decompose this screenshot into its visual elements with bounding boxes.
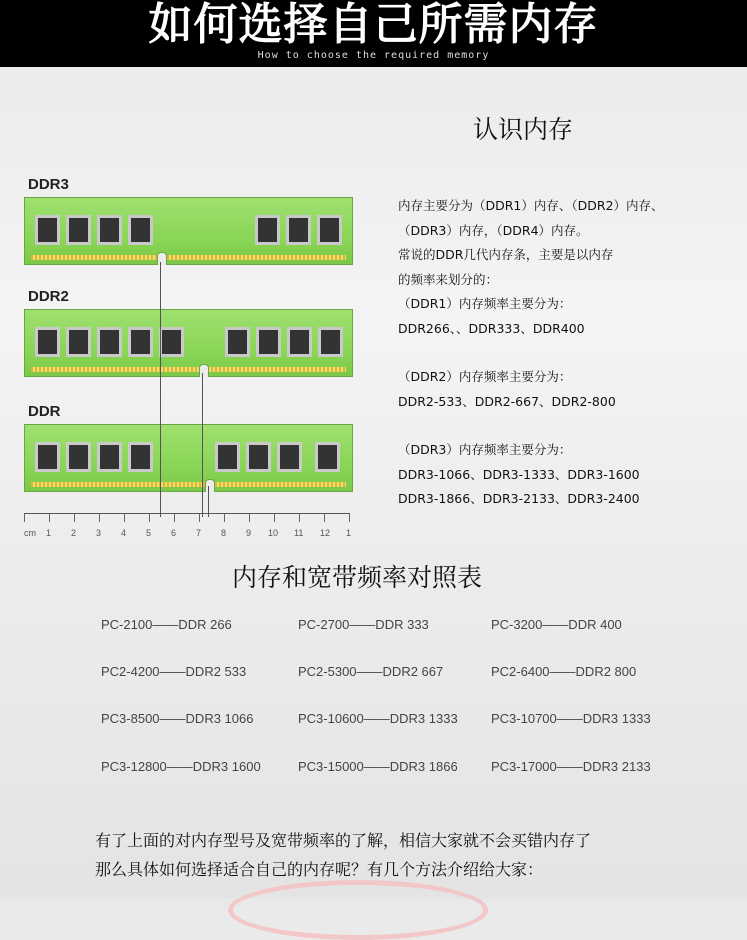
table-cell: PC2-4200——DDR2 533: [101, 664, 247, 679]
ddr2-stick: [24, 309, 353, 377]
table-cell: PC3-17000——DDR3 2133: [491, 759, 651, 774]
ruler-label: 8: [221, 528, 227, 538]
outro-text: [95, 826, 735, 884]
table-cell: PC3-10600——DDR3 1333: [298, 711, 458, 726]
outro-line: 有了上面的对内存型号及宽带频率的了解，相信大家就不会买错内存了: [95, 831, 592, 850]
ruler-label: cm: [24, 528, 36, 538]
table-row: [0, 759, 747, 779]
ruler-label: 7: [196, 528, 202, 538]
intro-line: 的频率来划分的：: [398, 271, 499, 287]
ddr3-label: DDR3: [28, 176, 69, 193]
ruler-label: 1: [46, 528, 52, 538]
outro-line: 那么具体如何选择适合自己的内存呢？有几个方法介绍给大家：: [95, 860, 544, 879]
ruler-label: 3: [96, 528, 102, 538]
ddr3-stick: [24, 197, 353, 265]
ddr-stick: [24, 424, 353, 492]
ruler-label: 9: [246, 528, 252, 538]
intro-heading: 认识内存: [473, 115, 574, 144]
table-cell: PC-2100——DDR 266: [101, 617, 232, 632]
table-cell: PC-3200——DDR 400: [491, 617, 622, 632]
decorative-arc: [228, 880, 488, 940]
table-cell: PC-2700——DDR 333: [298, 617, 429, 632]
intro-line: 内存主要分为（DDR1）内存、（DDR2）内存、: [398, 198, 664, 213]
ruler-label: 10: [268, 528, 279, 538]
intro-line: DDR2-533、DDR2-667、DDR2-800: [398, 393, 616, 409]
table-cell: PC3-10700——DDR3 1333: [491, 711, 651, 726]
intro-line: （DDR3）内存，（DDR4）内存。: [398, 222, 589, 238]
ddr2-notch-guide: [202, 373, 203, 517]
intro-line: 常说的DDR几代内存条，主要是以内存: [398, 247, 614, 262]
intro-line: （DDR2）内存频率主要分为：: [398, 369, 572, 384]
intro-line: DDR3-1066、DDR3-1333、DDR3-1600: [398, 466, 640, 482]
intro-line: （DDR3）内存频率主要分为：: [398, 442, 572, 457]
ddr-label: DDR: [28, 403, 61, 420]
page-title: 如何选择自己所需内存: [148, 0, 599, 50]
table-row: [0, 664, 747, 684]
table-row: [0, 711, 747, 731]
table-heading: 内存和宽带频率对照表: [232, 563, 483, 592]
ruler-label: 4: [121, 528, 127, 538]
table-cell: PC2-6400——DDR2 800: [491, 664, 637, 679]
ruler-labels: [24, 528, 354, 542]
intro-line: DDR3-1866、DDR3-2133、DDR3-2400: [398, 491, 640, 506]
intro-line: （DDR1）内存频率主要分为：: [398, 296, 572, 311]
ruler-label: 11: [294, 528, 304, 538]
ruler-label: 1: [346, 528, 352, 538]
ddr2-label: DDR2: [28, 288, 69, 305]
table-cell: PC2-5300——DDR2 667: [298, 664, 444, 679]
page-subtitle: How to choose the required memory: [257, 50, 490, 61]
ddr3-notch-guide: [160, 262, 161, 517]
table-cell: PC3-8500——DDR3 1066: [101, 711, 254, 726]
header-banner: [0, 0, 747, 67]
ruler-label: 2: [71, 528, 77, 538]
intro-text: [398, 194, 698, 512]
ruler-label: 6: [171, 528, 177, 538]
ruler-label: 5: [146, 528, 152, 538]
table-cell: PC3-15000——DDR3 1866: [298, 759, 458, 774]
ruler: [24, 513, 350, 524]
intro-line: DDR266、、DDR333、DDR400: [398, 320, 585, 336]
table-row: [0, 617, 747, 637]
table-cell: PC3-12800——DDR3 1600: [101, 759, 261, 774]
ruler-label: 12: [320, 528, 331, 538]
